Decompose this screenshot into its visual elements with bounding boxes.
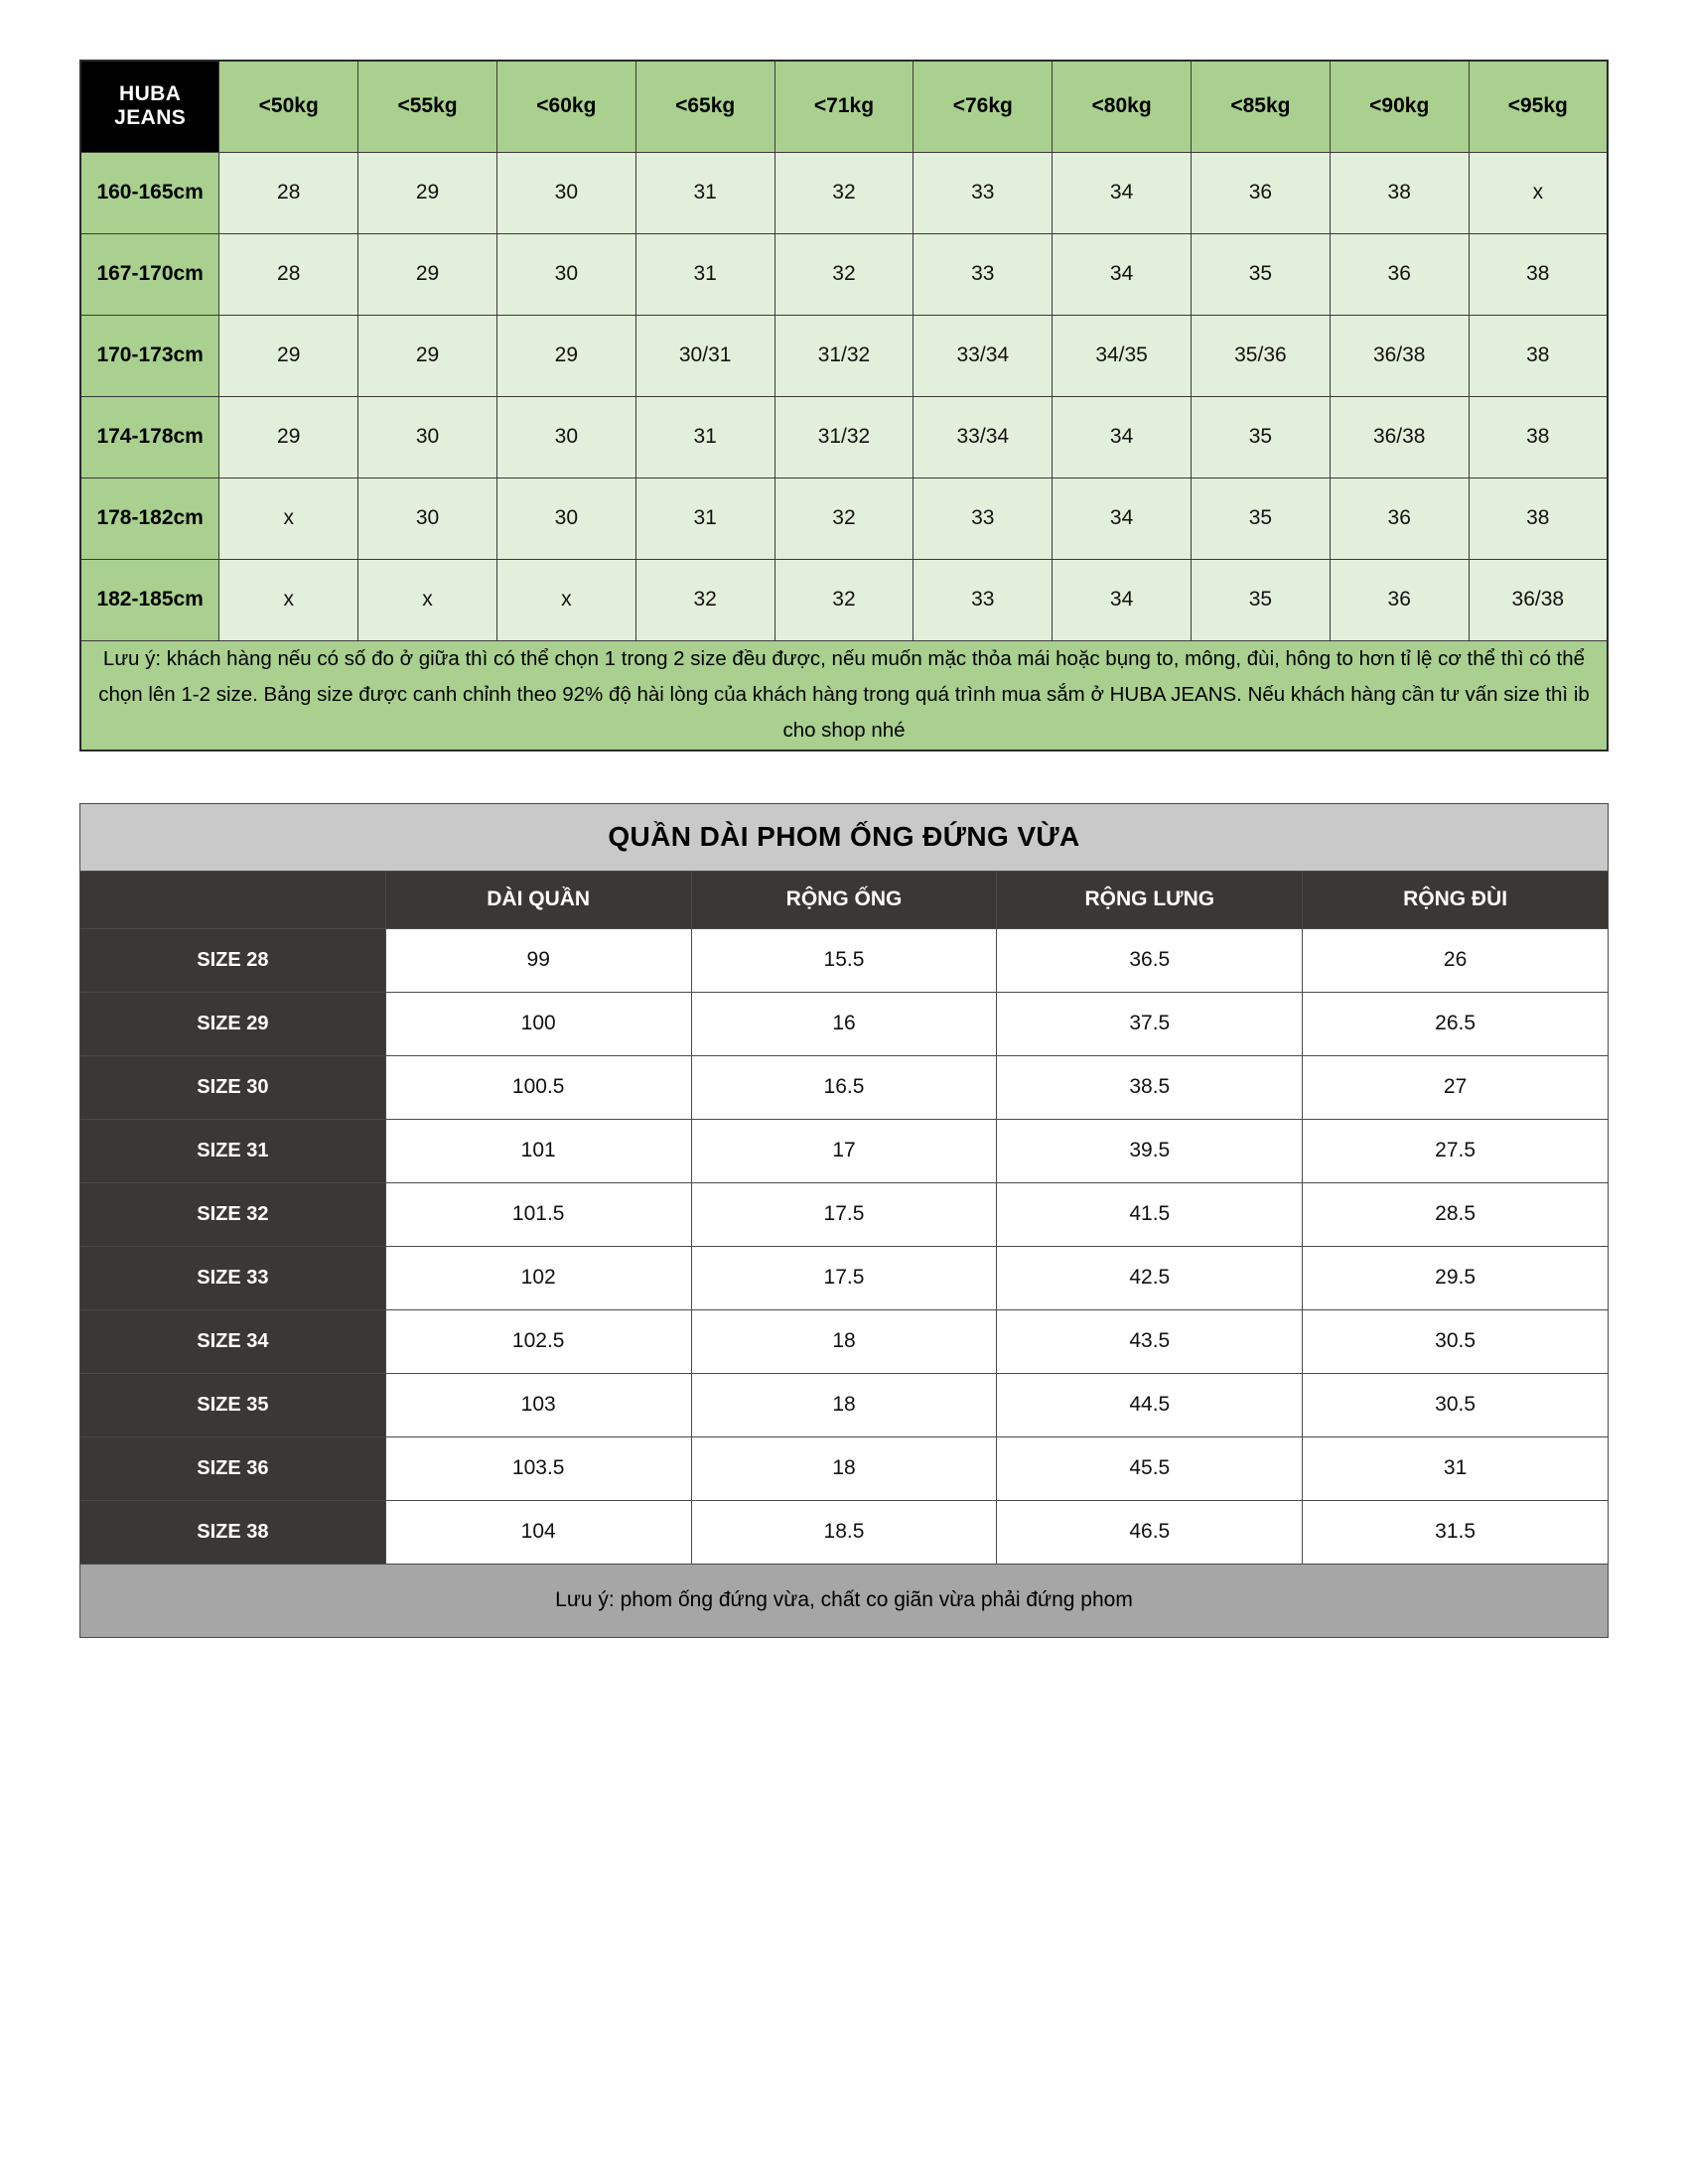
size-value-cell: 36/38 (1330, 315, 1469, 396)
weight-column-header: <85kg (1192, 61, 1331, 152)
table-row (80, 1119, 1609, 1182)
table-row (80, 315, 1608, 396)
size-value-cell: 32 (774, 152, 914, 233)
measurement-value-cell: 31.5 (1303, 1500, 1609, 1564)
measurement-value-cell: 28.5 (1303, 1182, 1609, 1246)
weight-column-header: <76kg (914, 61, 1053, 152)
measurement-value-cell: 46.5 (997, 1500, 1303, 1564)
measurement-value-cell: 15.5 (691, 928, 997, 992)
size-value-cell: 29 (496, 315, 635, 396)
size-value-cell: 33/34 (914, 396, 1053, 478)
size-value-cell: 38 (1469, 478, 1608, 559)
size-value-cell: 35 (1192, 396, 1331, 478)
size-value-cell: 36/38 (1330, 396, 1469, 478)
size-value-cell: 38 (1469, 396, 1608, 478)
measurement-value-cell: 27.5 (1303, 1119, 1609, 1182)
size-value-cell: 34 (1053, 233, 1192, 315)
weight-column-header: <50kg (219, 61, 358, 152)
size-value-cell: 36 (1330, 233, 1469, 315)
measurement-column-header: RỘNG ỐNG (691, 871, 997, 928)
size-value-cell: 34 (1053, 478, 1192, 559)
size-value-cell: 35 (1192, 559, 1331, 640)
size-value-cell: 33 (914, 233, 1053, 315)
size-value-cell: 38 (1469, 233, 1608, 315)
size-chart-table (79, 60, 1609, 751)
size-chart-body (80, 152, 1608, 751)
measurement-value-cell: 30.5 (1303, 1309, 1609, 1373)
weight-column-header: <71kg (774, 61, 914, 152)
table-spacer (79, 751, 1609, 803)
table-row (80, 1373, 1609, 1436)
table-row (80, 928, 1609, 992)
size-value-cell: x (1469, 152, 1608, 233)
table-row (80, 992, 1609, 1055)
size-value-cell: 33 (914, 152, 1053, 233)
measurement-value-cell: 36.5 (997, 928, 1303, 992)
measurement-value-cell: 26.5 (1303, 992, 1609, 1055)
size-row-label: SIZE 36 (80, 1436, 386, 1500)
measurement-value-cell: 17.5 (691, 1246, 997, 1309)
measurement-value-cell: 42.5 (997, 1246, 1303, 1309)
size-value-cell: 29 (219, 396, 358, 478)
measurement-column-header: DÀI QUẦN (385, 871, 691, 928)
size-chart-header (80, 61, 1608, 152)
size-value-cell: 30 (358, 396, 497, 478)
measurement-column-header-row (80, 871, 1609, 928)
measurement-value-cell: 38.5 (997, 1055, 1303, 1119)
size-value-cell: x (358, 559, 497, 640)
measurement-value-cell: 18 (691, 1309, 997, 1373)
size-row-label: SIZE 33 (80, 1246, 386, 1309)
size-row-label: SIZE 34 (80, 1309, 386, 1373)
measurement-value-cell: 99 (385, 928, 691, 992)
measurement-value-cell: 39.5 (997, 1119, 1303, 1182)
weight-column-header: <65kg (635, 61, 774, 152)
measurement-value-cell: 101 (385, 1119, 691, 1182)
table-row (80, 233, 1608, 315)
measurement-value-cell: 100.5 (385, 1055, 691, 1119)
table-row (80, 1500, 1609, 1564)
size-value-cell: 34 (1053, 396, 1192, 478)
size-value-cell: 30 (496, 478, 635, 559)
size-value-cell: 35 (1192, 233, 1331, 315)
size-value-cell: 30 (496, 152, 635, 233)
table-row (80, 396, 1608, 478)
weight-column-header: <80kg (1053, 61, 1192, 152)
size-value-cell: 34/35 (1053, 315, 1192, 396)
size-value-cell: 30/31 (635, 315, 774, 396)
size-value-cell: 29 (358, 233, 497, 315)
size-value-cell: 31 (635, 152, 774, 233)
measurement-title-row (80, 803, 1609, 871)
size-value-cell: 30 (496, 396, 635, 478)
size-value-cell: 33/34 (914, 315, 1053, 396)
measurement-value-cell: 31 (1303, 1436, 1609, 1500)
table-row (80, 1182, 1609, 1246)
measurement-value-cell: 16 (691, 992, 997, 1055)
measurement-value-cell: 17.5 (691, 1182, 997, 1246)
size-value-cell: 29 (358, 315, 497, 396)
size-value-cell: 35 (1192, 478, 1331, 559)
size-chart-note-row (80, 640, 1608, 751)
measurement-value-cell: 26 (1303, 928, 1609, 992)
table-row (80, 478, 1608, 559)
measurement-value-cell: 37.5 (997, 992, 1303, 1055)
height-row-label: 170-173cm (80, 315, 219, 396)
measurement-value-cell: 30.5 (1303, 1373, 1609, 1436)
size-row-label: SIZE 31 (80, 1119, 386, 1182)
size-row-label: SIZE 30 (80, 1055, 386, 1119)
size-row-label: SIZE 38 (80, 1500, 386, 1564)
size-value-cell: 36 (1192, 152, 1331, 233)
measurement-value-cell: 101.5 (385, 1182, 691, 1246)
measurement-note: Lưu ý: phom ống đứng vừa, chất co giãn vừa phải đứng phom (80, 1564, 1609, 1637)
measurement-value-cell: 102.5 (385, 1309, 691, 1373)
weight-column-header: <90kg (1330, 61, 1469, 152)
size-value-cell: 30 (358, 478, 497, 559)
height-row-label: 178-182cm (80, 478, 219, 559)
size-value-cell: x (219, 478, 358, 559)
measurement-table (79, 803, 1609, 1638)
size-value-cell: 38 (1469, 315, 1608, 396)
size-value-cell: 31 (635, 233, 774, 315)
size-row-label: SIZE 29 (80, 992, 386, 1055)
measurement-value-cell: 45.5 (997, 1436, 1303, 1500)
measurement-value-cell: 17 (691, 1119, 997, 1182)
size-value-cell: 31 (635, 396, 774, 478)
measurement-corner-cell (80, 871, 386, 928)
height-row-label: 167-170cm (80, 233, 219, 315)
measurement-value-cell: 103 (385, 1373, 691, 1436)
size-value-cell: x (219, 559, 358, 640)
size-value-cell: 33 (914, 559, 1053, 640)
size-value-cell: 36 (1330, 559, 1469, 640)
size-value-cell: 35/36 (1192, 315, 1331, 396)
table-row (80, 559, 1608, 640)
measurement-value-cell: 16.5 (691, 1055, 997, 1119)
measurement-note-row (80, 1564, 1609, 1637)
size-value-cell: 31/32 (774, 396, 914, 478)
size-value-cell: 31/32 (774, 315, 914, 396)
size-chart-note: Lưu ý: khách hàng nếu có số đo ở giữa thì có thể chọn 1 trong 2 size đều được, nếu muốn mặc thỏa mái hoặc bụng to, mông, đùi, hông to hơn tỉ lệ cơ thể thì có thể chọn lên 1-2 size. Bảng size được canh chỉnh theo 92% độ hài lòng của khách hàng trong quá trình mua sắm ở HUBA JEANS. Nếu khách hàng cần tư vấn size thì ib cho shop nhé (80, 640, 1608, 751)
measurement-value-cell: 18 (691, 1373, 997, 1436)
table-row (80, 1055, 1609, 1119)
table-row (80, 1436, 1609, 1500)
table-row (80, 1246, 1609, 1309)
size-chart-header-row (80, 61, 1608, 152)
measurement-title: QUẦN DÀI PHOM ỐNG ĐỨNG VỪA (80, 803, 1609, 871)
size-value-cell: 32 (774, 478, 914, 559)
measurement-value-cell: 27 (1303, 1055, 1609, 1119)
size-value-cell: 29 (358, 152, 497, 233)
measurement-value-cell: 44.5 (997, 1373, 1303, 1436)
size-value-cell: 36/38 (1469, 559, 1608, 640)
size-value-cell: 34 (1053, 152, 1192, 233)
height-row-label: 174-178cm (80, 396, 219, 478)
table-row (80, 1309, 1609, 1373)
size-value-cell: 32 (635, 559, 774, 640)
size-value-cell: 30 (496, 233, 635, 315)
measurement-value-cell: 100 (385, 992, 691, 1055)
measurement-value-cell: 104 (385, 1500, 691, 1564)
height-row-label: 160-165cm (80, 152, 219, 233)
size-value-cell: 38 (1330, 152, 1469, 233)
brand-label-cell: HUBA JEANS (80, 61, 219, 152)
measurement-value-cell: 18 (691, 1436, 997, 1500)
size-value-cell: 29 (219, 315, 358, 396)
measurement-value-cell: 41.5 (997, 1182, 1303, 1246)
weight-column-header: <95kg (1469, 61, 1608, 152)
size-value-cell: 28 (219, 233, 358, 315)
measurement-value-cell: 18.5 (691, 1500, 997, 1564)
weight-column-header: <60kg (496, 61, 635, 152)
measurement-body (80, 928, 1609, 1637)
measurement-value-cell: 102 (385, 1246, 691, 1309)
measurement-header (80, 803, 1609, 928)
size-value-cell: 32 (774, 233, 914, 315)
measurement-value-cell: 103.5 (385, 1436, 691, 1500)
size-value-cell: x (496, 559, 635, 640)
size-value-cell: 32 (774, 559, 914, 640)
size-row-label: SIZE 35 (80, 1373, 386, 1436)
measurement-column-header: RỘNG ĐÙI (1303, 871, 1609, 928)
weight-column-header: <55kg (358, 61, 497, 152)
size-row-label: SIZE 32 (80, 1182, 386, 1246)
height-row-label: 182-185cm (80, 559, 219, 640)
measurement-column-header: RỘNG LƯNG (997, 871, 1303, 928)
measurement-value-cell: 43.5 (997, 1309, 1303, 1373)
measurement-value-cell: 29.5 (1303, 1246, 1609, 1309)
size-value-cell: 31 (635, 478, 774, 559)
size-value-cell: 34 (1053, 559, 1192, 640)
size-value-cell: 28 (219, 152, 358, 233)
table-row (80, 152, 1608, 233)
size-value-cell: 33 (914, 478, 1053, 559)
size-value-cell: 36 (1330, 478, 1469, 559)
size-row-label: SIZE 28 (80, 928, 386, 992)
